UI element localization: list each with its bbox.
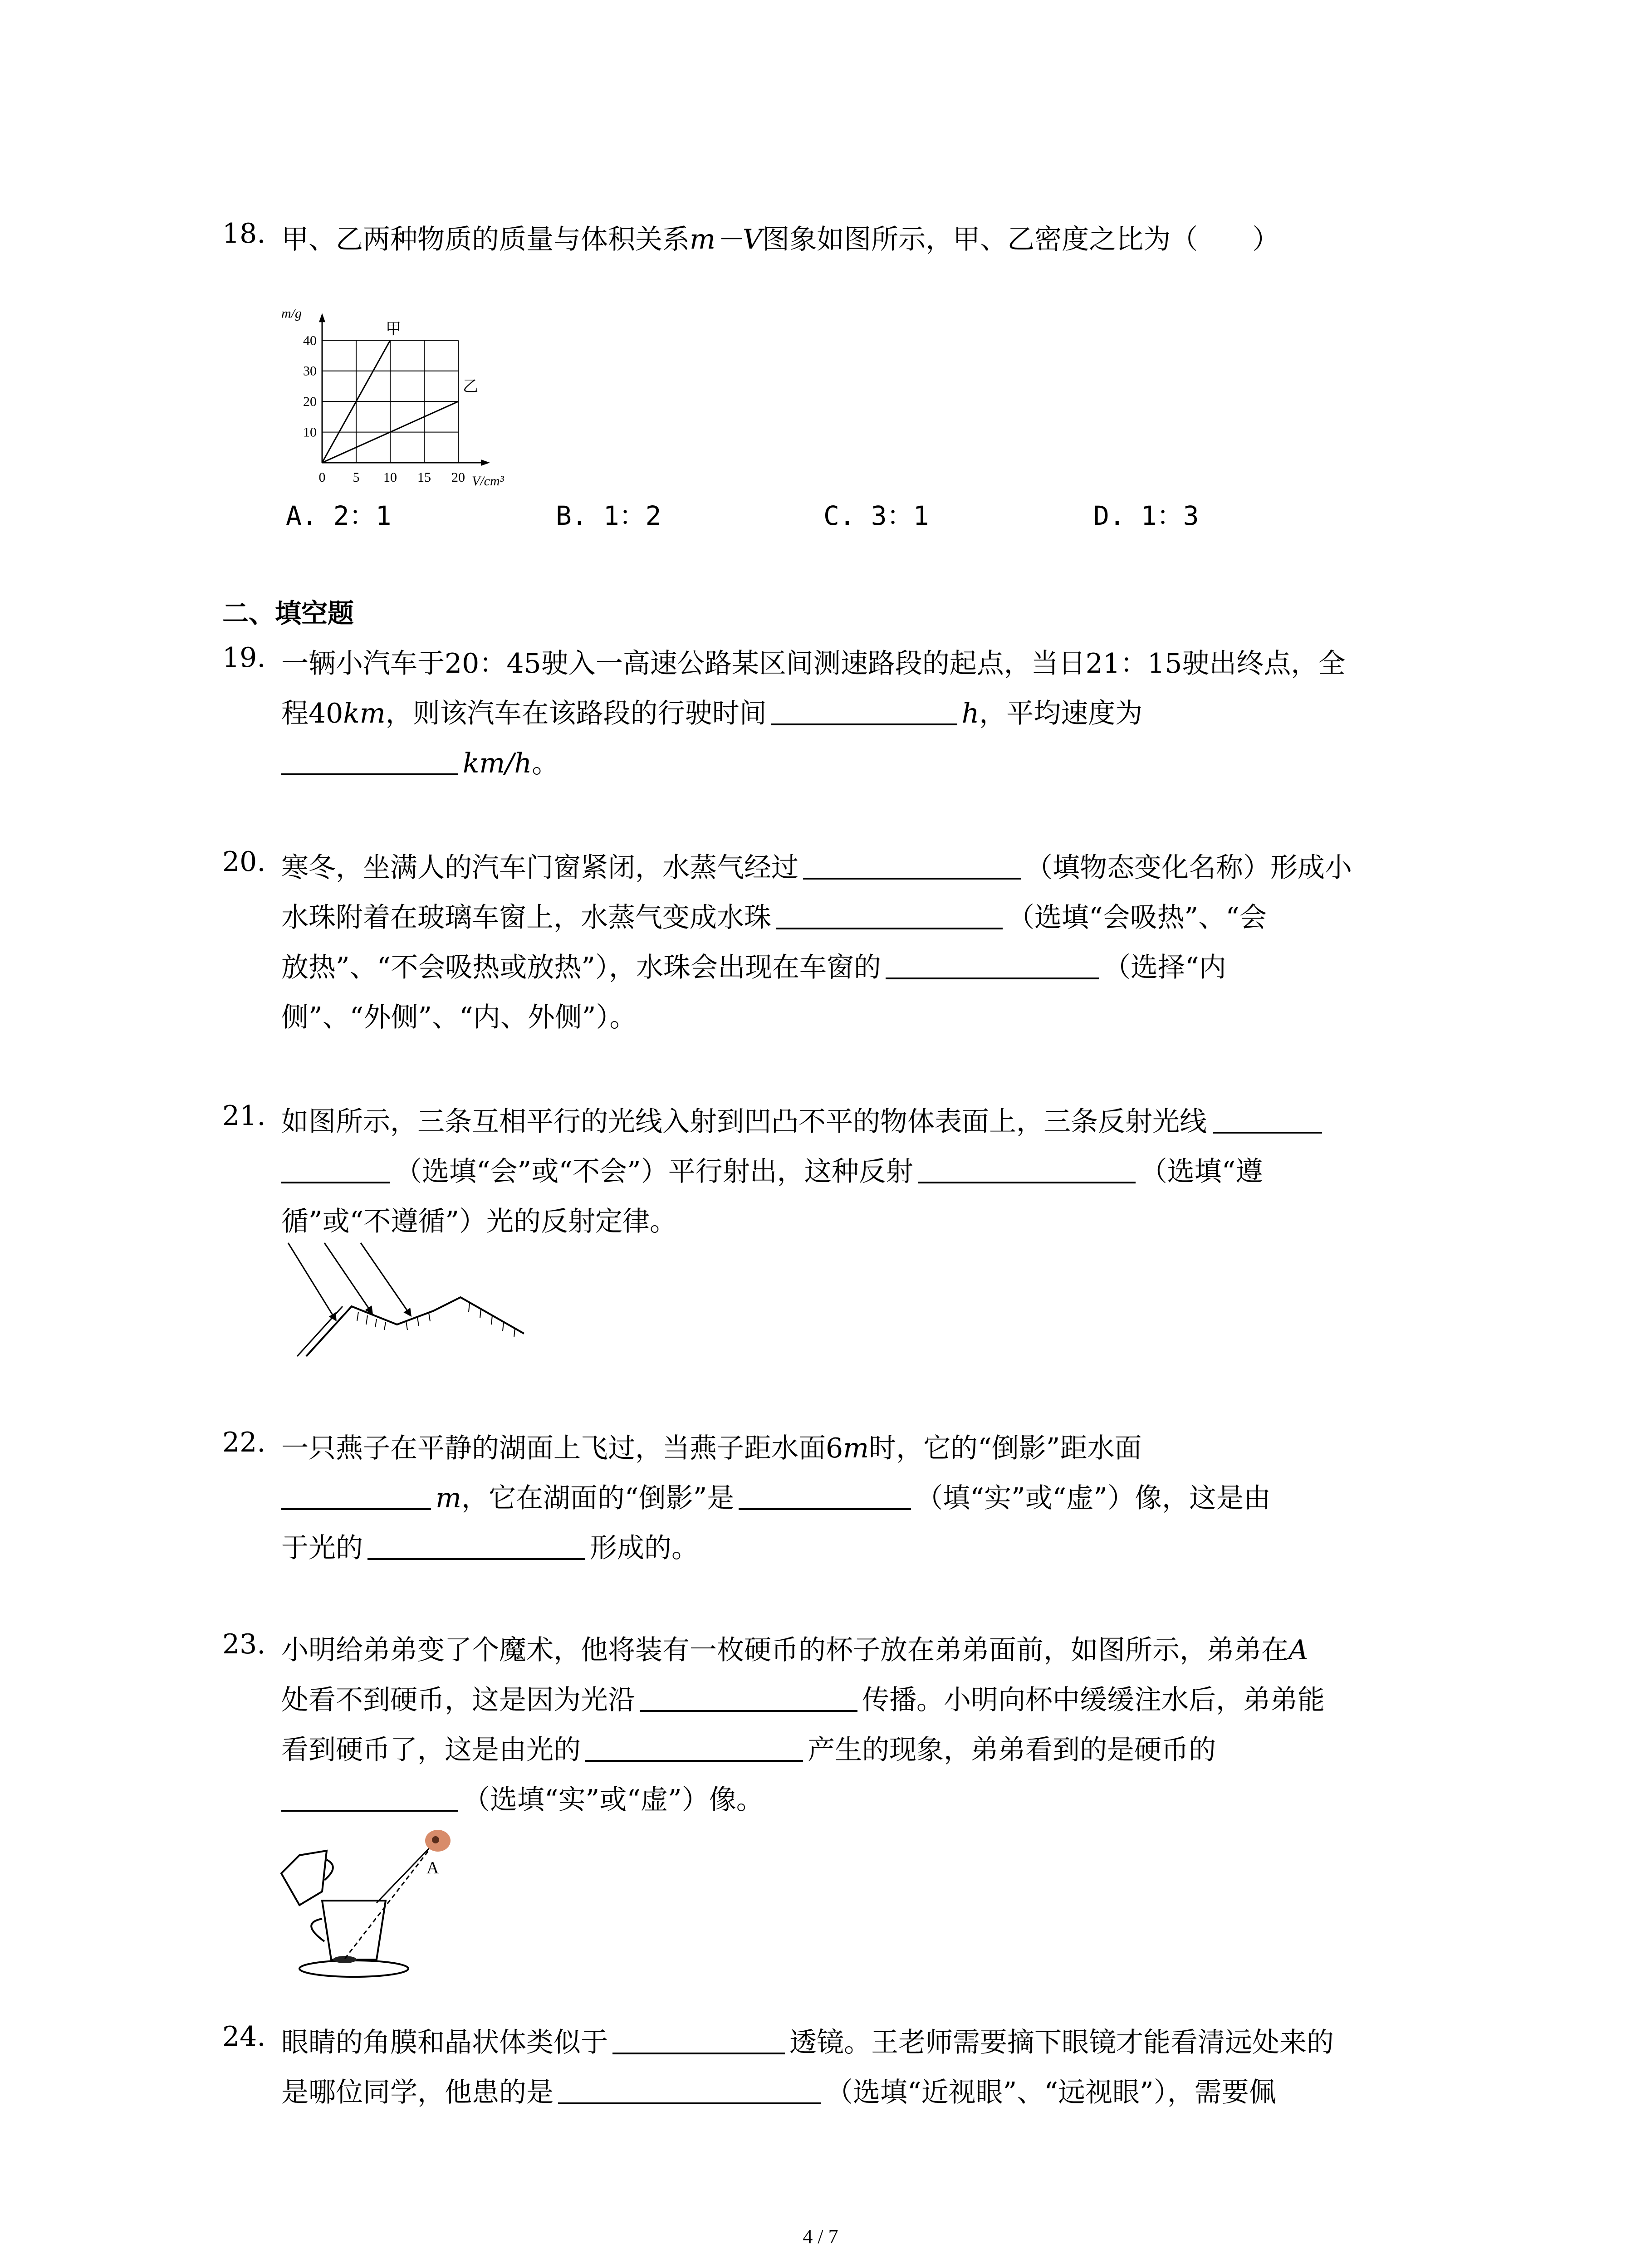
question-line: 处看不到硬币，这是因为光沿 传播。小明向杯中缓缓注水后，弟弟能 [281,1678,1325,1717]
point-a-label: A [426,1858,439,1877]
question-line: 如图所示，三条互相平行的光线入射到凹凸不平的物体表面上，三条反射光线 [281,1100,1322,1139]
eye-icon [425,1830,451,1852]
question-line: 放热”、“不会吸热或放热”），水珠会出现在车窗的 （选择“内 [281,946,1226,985]
question-stem: 甲、乙两种物质的质量与体积关系m－V图象如图所示，甲、乙密度之比为（ ） [281,224,1280,255]
question-line: 小明给弟弟变了个魔术，他将装有一枚硬币的杯子放在弟弟面前，如图所示，弟弟在A [281,1634,1308,1666]
x-axis-label: V/cm³ [472,474,504,489]
answer-blank[interactable] [612,2024,785,2054]
chart-series [322,321,478,463]
question-number: 24. [222,2021,266,2053]
answer-blank[interactable] [739,1480,911,1510]
x-tick-label: 20 [451,470,465,485]
x-tick-label: 0 [318,470,326,485]
x-tick-label: 10 [383,470,397,485]
series-label: 乙 [463,378,478,396]
option-d[interactable]: D. 1：3 [1093,500,1199,531]
surface-hatch-marks [357,1303,515,1337]
reflection-figure [279,1234,533,1365]
y-tick-label: 30 [303,363,317,379]
question-line: 侧”、“外侧”、“内、外侧”）。 [281,1002,637,1033]
answer-blank[interactable] [585,1732,803,1762]
option-b[interactable]: B. 1：2 [556,500,661,531]
answer-blank[interactable] [558,2074,821,2104]
question-number: 22. [222,1427,266,1458]
y-tick-label: 10 [303,425,317,440]
question-line: 水珠附着在玻璃车窗上，水蒸气变成水珠 （选填“会吸热”、“会 [281,896,1267,935]
answer-blank[interactable] [281,1480,431,1510]
question-number: 18. [222,218,266,249]
incident-ray-3 [361,1243,411,1315]
question-line: m，它在湖面的“倒影”是 （填“实”或“虚”）像，这是由 [281,1476,1271,1515]
answer-blank[interactable] [640,1682,857,1712]
question-number: 19. [222,642,266,674]
question-line: km/h。 [281,742,559,781]
x-tick-label: 5 [353,470,360,485]
question-line: （选填“会”或“不会”）平行射出，这种反射 （选填“遵 [281,1150,1263,1189]
page-number: 4 / 7 [803,2225,838,2248]
option-a[interactable]: A. 2：1 [286,500,392,531]
section-title: 二、填空题 [222,598,354,629]
coin [333,1956,357,1963]
answer-blank[interactable] [281,1782,458,1812]
question-line: 一辆小汽车于20：45驶入一高速公路某区间测速路段的起点，当日21：15驶出终点，全 [281,648,1346,679]
answer-blank[interactable] [776,899,1003,929]
option-c[interactable]: C. 3：1 [823,500,929,531]
answer-blank[interactable] [281,745,458,775]
question-line: 寒冬，坐满人的汽车门窗紧闭，水蒸气经过 （填物态变化名称）形成小 [281,846,1352,885]
answer-blank[interactable] [886,949,1099,979]
question-line: 程40km，则该汽车在该路段的行驶时间 h，平均速度为 [281,692,1142,731]
y-tick-label: 20 [303,394,317,410]
question-line: 眼睛的角膜和晶状体类似于 透镜。王老师需要摘下眼镜才能看清远处来的 [281,2021,1334,2060]
series-label: 甲 [386,321,401,338]
answer-blank[interactable] [771,695,957,725]
incident-ray-1 [288,1243,336,1320]
question-line: （选填“实”或“虚”）像。 [281,1778,764,1817]
answer-blank[interactable] [281,1154,390,1183]
x-tick-label: 15 [417,470,431,485]
y-axis-label: m/g [281,306,302,321]
cup-coin-figure [272,1823,490,1987]
answer-blank[interactable] [803,850,1021,880]
y-tick-label: 40 [303,333,317,348]
chart-grid [322,340,458,463]
pouring-jug [281,1851,333,1905]
answer-blank[interactable] [918,1154,1136,1183]
cup [299,1901,408,1977]
uneven-surface [306,1297,524,1356]
question-number: 21. [222,1100,266,1132]
question-number: 23. [222,1628,266,1660]
question-line: 看到硬币了，这是由光的 产生的现象，弟弟看到的是硬币的 [281,1728,1216,1767]
answer-blank[interactable] [367,1530,585,1560]
y-axis-arrow [319,313,325,322]
mass-volume-chart [272,304,526,499]
surface-hatching [297,1306,343,1356]
question-line: 一只燕子在平静的湖面上飞过，当燕子距水面6m时，它的“倒影”距水面 [281,1432,1142,1464]
x-axis-arrow [481,459,490,466]
question-line: 循”或“不遵循”）光的反射定律。 [281,1206,677,1237]
question-number: 20. [222,846,266,878]
answer-blank[interactable] [1213,1104,1322,1134]
incident-ray-2 [324,1243,372,1313]
question-line: 是哪位同学，他患的是 （选填“近视眼”、“远视眼”），需要佩 [281,2071,1276,2110]
question-line: 于光的 形成的。 [281,1526,699,1565]
